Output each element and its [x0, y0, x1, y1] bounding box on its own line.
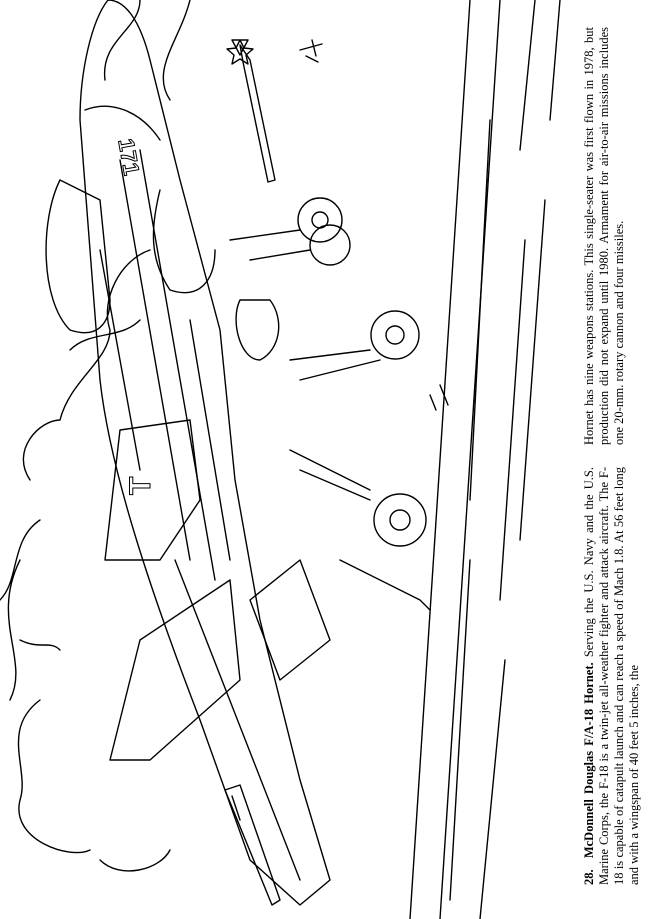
plate-number: 28. — [582, 869, 596, 885]
deck-line-2 — [480, 0, 535, 919]
main-wheel-right — [374, 494, 426, 546]
tow-bar — [340, 560, 430, 610]
missile-star — [227, 40, 253, 64]
right-wing — [110, 580, 240, 760]
horizon-line — [410, 0, 470, 919]
caption-text-1: Serving the U.S. Navy and the U.S. Marine Corps, the F-18 is a twin-jet all-weather fighter and attack aircraft. The F-18 is capable of catapult launch and can reach a speed of Mach 1.8. At 56 feet long and with a wingspan of 40 feet 5 inches, the — [582, 466, 641, 885]
engine-intake — [46, 180, 110, 333]
main-wheel-right-hub — [390, 510, 410, 530]
caption-text-2: Hornet has nine weapons stations. This single-seater was first flown in 1978, but production did not expand until 1980. Armament for air-to-air missions includes one 20-mm. rotary cannon and four missiles. — [582, 27, 626, 445]
fuselage-number: 171 — [113, 136, 145, 178]
caption-column-2 — [582, 27, 642, 445]
engine-intake-2 — [236, 300, 279, 360]
tail-fin — [250, 560, 330, 680]
nose-wheel — [298, 198, 342, 242]
nose-cone — [85, 106, 160, 140]
wingtip-missile-top — [232, 40, 275, 182]
deck-line-1 — [440, 0, 500, 919]
deck-line-4 — [450, 120, 490, 900]
caption — [582, 25, 642, 885]
fuselage-panel-lines — [100, 150, 300, 880]
tail-letter: T — [124, 476, 157, 495]
main-wheel-left — [371, 311, 419, 359]
wingtip-missile-bottom — [225, 785, 280, 905]
caption-column-1 — [582, 467, 642, 885]
main-wheel-left-hub — [386, 326, 404, 344]
cloud-outline-2 — [20, 320, 170, 871]
nose-wheel-2 — [310, 225, 350, 265]
deck-line-3 — [520, 0, 560, 540]
distant-jet — [300, 40, 322, 62]
cloud-outline — [0, 0, 190, 853]
landing-gear-struts — [230, 230, 380, 500]
aircraft-name: McDonnell Douglas F/A-18 Hornet. — [582, 662, 596, 859]
